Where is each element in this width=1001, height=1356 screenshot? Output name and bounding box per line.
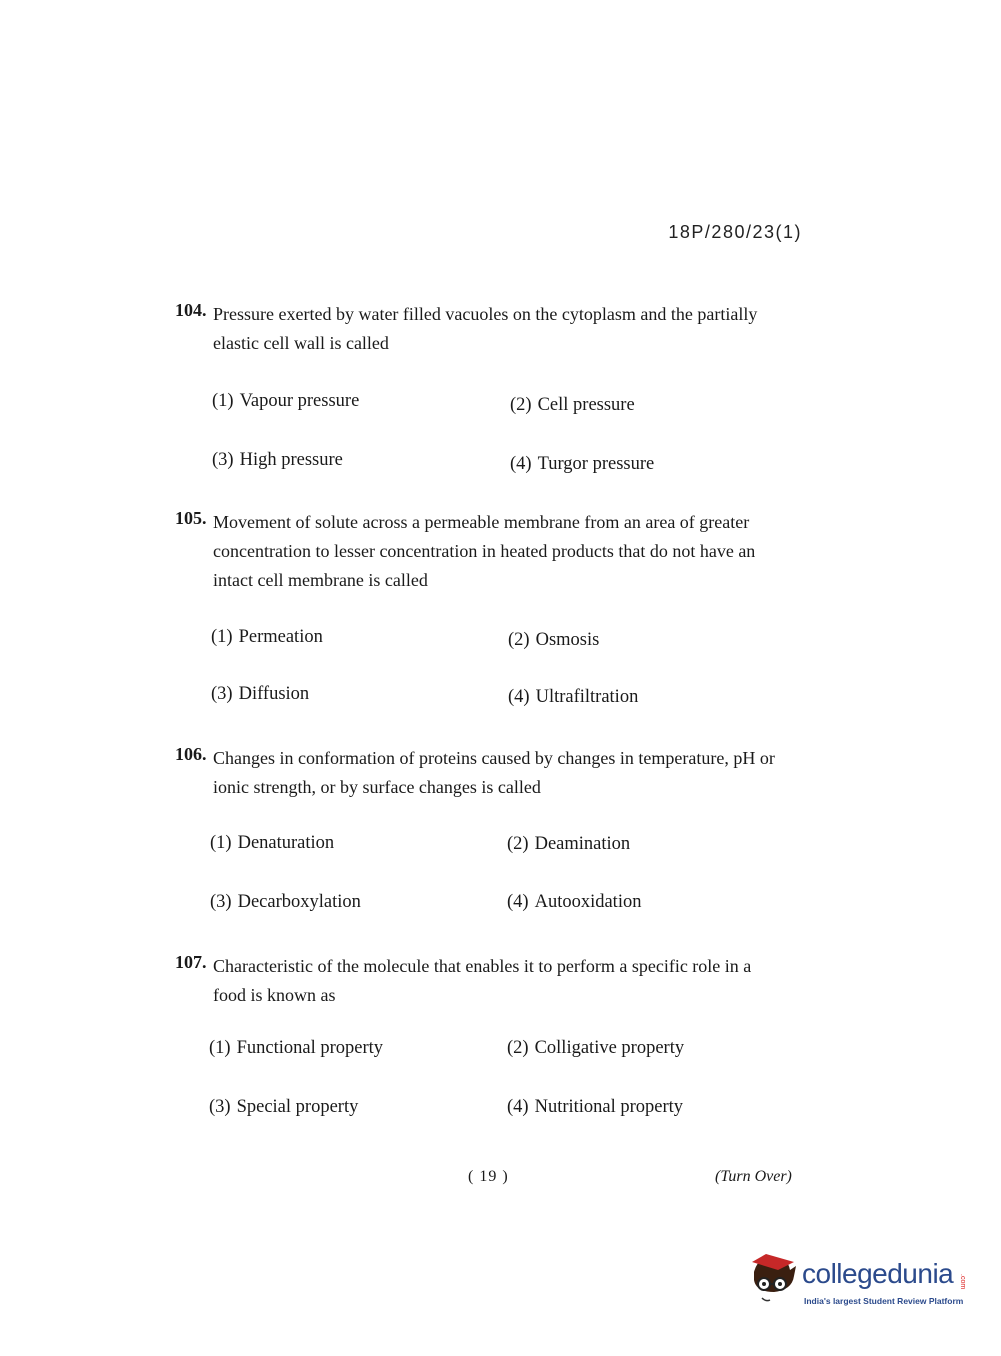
option-number: (3) xyxy=(212,450,234,470)
question-text xyxy=(213,508,803,595)
question-number: 107. xyxy=(175,952,207,972)
option-number: (1) xyxy=(210,833,232,853)
option-number: (1) xyxy=(211,627,233,647)
brand-domain: .com xyxy=(959,1274,966,1290)
option-text: Deamination xyxy=(534,834,631,854)
option-1 xyxy=(209,1038,383,1059)
option-number: (2) xyxy=(507,834,529,854)
option-3 xyxy=(212,450,343,471)
option-2 xyxy=(508,630,599,651)
option-3 xyxy=(211,684,309,705)
option-text: Autooxidation xyxy=(534,892,642,912)
option-number: (1) xyxy=(212,391,234,411)
option-text: Turgor pressure xyxy=(537,454,655,474)
option-1 xyxy=(210,833,334,854)
option-number: (2) xyxy=(507,1038,529,1058)
option-number: (3) xyxy=(210,892,232,912)
question-line: intact cell membrane is called xyxy=(213,570,428,590)
option-1 xyxy=(212,391,359,412)
question-line: food is known as xyxy=(213,985,336,1005)
question-text xyxy=(213,744,803,802)
option-4 xyxy=(507,892,641,913)
option-text: Vapour pressure xyxy=(239,391,360,411)
option-text: Denaturation xyxy=(237,833,335,853)
mascot-icon xyxy=(744,1250,800,1310)
question-line: Movement of solute across a permeable membrane from an area of greater xyxy=(213,512,750,532)
collegedunia-watermark xyxy=(744,1250,974,1310)
brand-tagline: India's largest Student Review Platform xyxy=(804,1296,964,1306)
question-line: concentration to lesser concentration in heated products that do not have an xyxy=(213,541,756,561)
option-number: (2) xyxy=(508,630,530,650)
option-number: (3) xyxy=(209,1097,231,1117)
question-number: 106. xyxy=(175,744,207,764)
option-text: Special property xyxy=(236,1097,359,1117)
option-4 xyxy=(507,1097,683,1118)
option-1 xyxy=(211,627,323,648)
option-number: (4) xyxy=(507,1097,529,1117)
option-number: (3) xyxy=(211,684,233,704)
option-4 xyxy=(510,454,654,475)
brand-name: collegedunia xyxy=(802,1258,954,1289)
question-line: Pressure exerted by water filled vacuoles on the cytoplasm and the partially xyxy=(213,304,758,324)
question-line: ionic strength, or by surface changes is called xyxy=(213,777,541,797)
question-line: Changes in conformation of proteins caused by changes in temperature, pH or xyxy=(213,748,775,768)
option-number: (2) xyxy=(510,395,532,415)
question-number: 105. xyxy=(175,508,207,528)
turn-over-note: (Turn Over) xyxy=(715,1168,792,1185)
option-text: Nutritional property xyxy=(534,1097,684,1117)
option-number: (4) xyxy=(508,687,530,707)
question-number: 104. xyxy=(175,300,207,320)
option-text: Ultrafiltration xyxy=(535,687,639,707)
question-line: Characteristic of the molecule that enables it to perform a specific role in a xyxy=(213,956,752,976)
option-text: Osmosis xyxy=(535,630,600,650)
option-text: Diffusion xyxy=(238,684,310,704)
option-2 xyxy=(507,834,630,855)
question-text xyxy=(213,300,803,358)
question-text xyxy=(213,952,803,1010)
option-3 xyxy=(210,892,361,913)
option-2 xyxy=(507,1038,684,1059)
option-4 xyxy=(508,687,638,708)
option-text: High pressure xyxy=(239,450,343,470)
option-text: Permeation xyxy=(238,627,323,647)
option-2 xyxy=(510,395,635,416)
option-number: (1) xyxy=(209,1038,231,1058)
option-number: (4) xyxy=(510,454,532,474)
option-3 xyxy=(209,1097,358,1118)
question-line: elastic cell wall is called xyxy=(213,333,389,353)
option-text: Cell pressure xyxy=(537,395,635,415)
option-number: (4) xyxy=(507,892,529,912)
option-text: Colligative property xyxy=(534,1038,685,1058)
page-number: ( 19 ) xyxy=(468,1168,509,1185)
option-text: Decarboxylation xyxy=(237,892,361,912)
option-text: Functional property xyxy=(236,1038,384,1058)
paper-code: 18P/280/23(1) xyxy=(668,222,802,242)
